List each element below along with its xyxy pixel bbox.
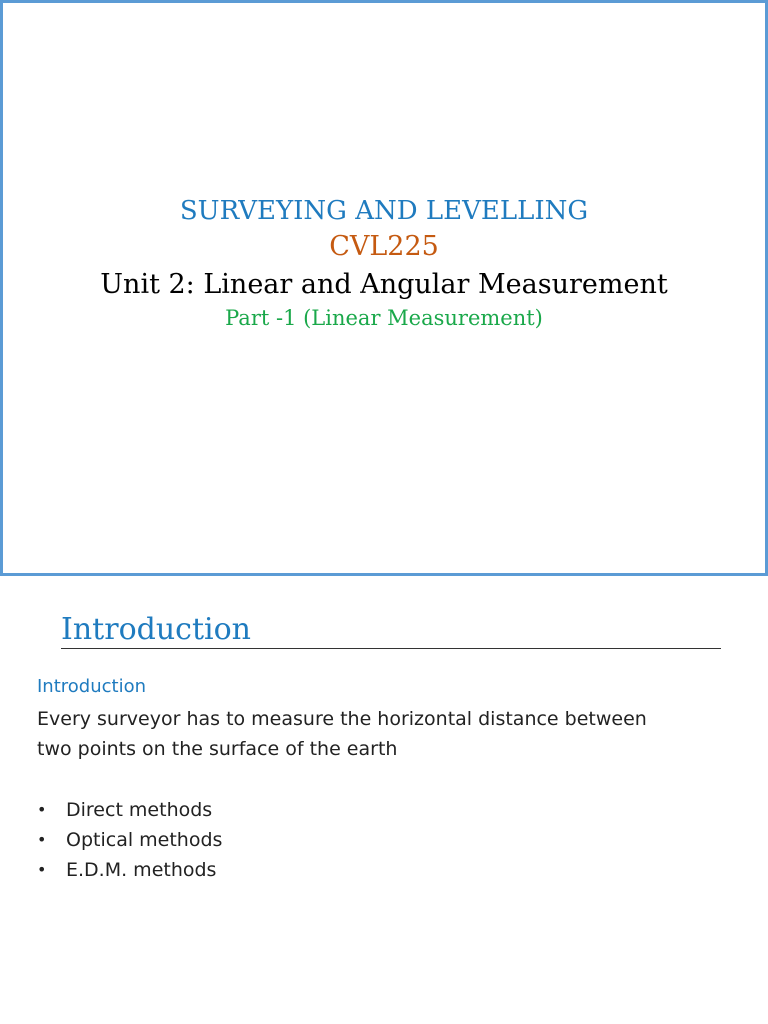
list-item <box>37 855 222 885</box>
list-item <box>37 825 222 855</box>
paragraph-line: two points on the surface of the earth <box>37 738 398 760</box>
paragraph-line: Every surveyor has to measure the horizontal distance between <box>37 708 647 730</box>
intro-subheading: Introduction <box>37 676 147 697</box>
heading-underline <box>61 648 721 649</box>
part-title: Part -1 (Linear Measurement) <box>225 306 543 330</box>
method-label: Direct methods <box>66 799 213 821</box>
method-label: E.D.M. methods <box>66 859 217 881</box>
bullet-icon: • <box>37 860 47 879</box>
course-code: CVL225 <box>329 231 439 262</box>
list-item <box>37 795 222 825</box>
intro-paragraph <box>37 704 737 764</box>
methods-list <box>37 795 222 885</box>
course-name: SURVEYING AND LEVELLING <box>179 196 589 226</box>
bullet-icon: • <box>37 800 47 819</box>
method-label: Optical methods <box>66 829 223 851</box>
intro-heading: Introduction <box>61 612 251 647</box>
bullet-icon: • <box>37 830 47 849</box>
introduction-slide <box>0 576 768 1024</box>
unit-title: Unit 2: Linear and Angular Measurement <box>100 269 668 300</box>
